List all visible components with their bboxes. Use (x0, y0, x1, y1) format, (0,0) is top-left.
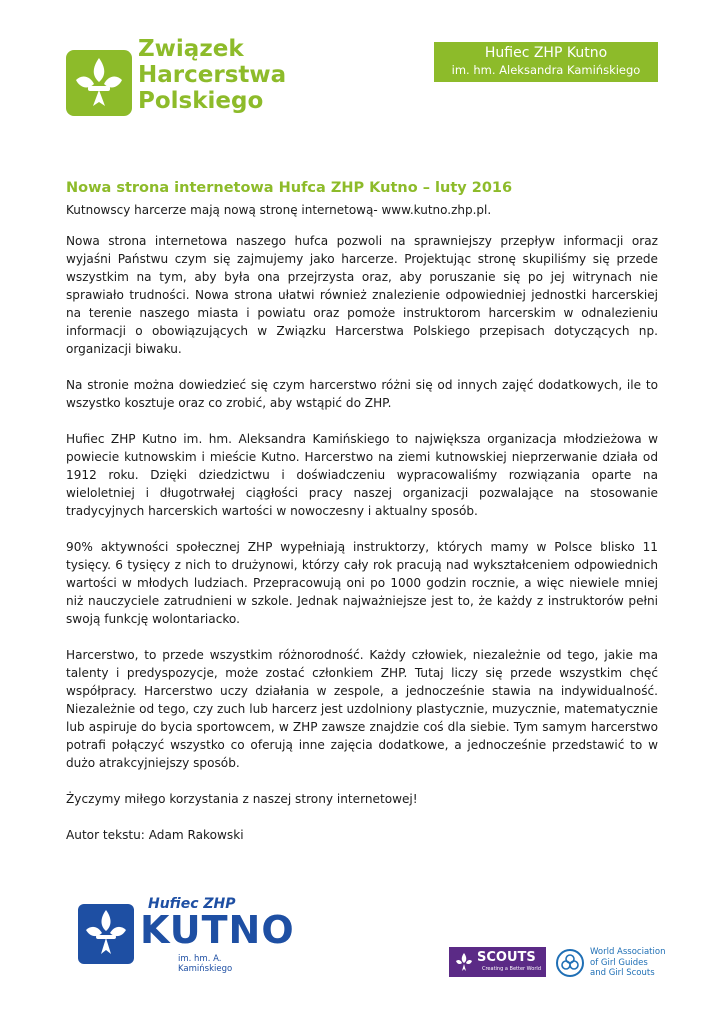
header-banner (434, 42, 658, 82)
logo-line: Polskiego (138, 88, 264, 114)
article-body (66, 232, 658, 862)
scouts-tagline: Creating a Better World (482, 966, 541, 972)
paragraph: Na stronie można dowiedzieć się czym harcerstwo różni się od innych zajęć dodatkowych, ile to wszystko kosztuje oraz co zrobić, aby wstąpić do ZHP. (66, 378, 658, 410)
banner-title: Hufiec ZHP Kutno (484, 45, 608, 61)
article-title: Nowa strona internetowa Hufca ZHP Kutno – luty 2016 (66, 180, 513, 196)
banner-subtitle: im. hm. Aleksandra Kamińskiego (451, 63, 641, 77)
paragraph: Hufiec ZHP Kutno im. hm. Aleksandra Kamińskiego to największa organizacja młodzieżowa w powiecie kutnowskim i mieście Kutno. Harcerstwo na ziemi kutnowskiej nieprzerwanie działa od 1912 roku. Dzięki dziedzictwu i doświadczeniu wypracowaliśmy rozwiązania oparte na wieloletniej i długotrwałej ciągłości pracy naszej organizacji pozwalające na stosowanie tradycyjnych harcerskich wartości w nowoczesny i aktualny sposób. (66, 432, 658, 518)
trefoil-icon (556, 949, 584, 977)
kutno-logo-line3: im. hm. A. Kamińskiego (178, 954, 233, 974)
kutno-logo-line1: Hufiec ZHP (148, 896, 236, 912)
paragraph: Życzymy miłego korzystania z naszej strony internetowej! (66, 792, 418, 806)
wagggs-line: World Association (590, 947, 666, 957)
wagggs-line: and Girl Scouts (590, 968, 655, 978)
logo-line: Związek (138, 36, 244, 62)
zhp-lily-icon (66, 50, 132, 116)
wagggs-line: of Girl Guides (590, 957, 648, 968)
scouts-logo (449, 947, 546, 977)
paragraph: 90% aktywności społecznej ZHP wypełniają instruktorzy, których mamy w Polsce blisko 11 tysięcy. 6 tysięcy z nich to drużynowi, którzy cały rok pracują nad wykształceniem odpowiednich wartości w młodych ludziach. Przepracowują oni po 1000 godzin rocznie, a więc niewiele mniej niż nauczyciele zatrudnieni w szkole. Jednak najważniejsze jest to, że każdy z instruktorów pełni swoją funkcję wolontariacko. (66, 540, 658, 626)
zhp-logo-wordmark (138, 36, 286, 114)
hufiec-kutno-logo (78, 896, 295, 974)
logo-line: Harcerstwa (138, 62, 287, 88)
paragraph: Nowa strona internetowa naszego hufca pozwoli na sprawniejszy przepływ informacji oraz wyjaśni Państwu czym się zajmujemy jako harcerze. Projektując stronę skupiliśmy się przede wszystkim na tym, aby była ona przejrzysta oraz, aby poruszanie się po jej witrynach nie sprawiało trudności. Nowa strona ułatwi również znalezienie odpowiedniej jednostki harcerskiej na terenie naszego miasta i powiatu oraz pomoże instruktorom harcerskim w odnalezieniu informacji o obowiązujących w Związku Harcerstwa Polskiego przepisach dotyczących np. organizacji biwaku. (66, 234, 658, 356)
scouts-emblem-icon (455, 952, 473, 972)
zhp-logo (66, 36, 287, 124)
paragraph: Harcerstwo, to przede wszystkim różnorodność. Każdy człowiek, niezależnie od tego, jakie ma talenty i predyspozycje, może zostać członkiem ZHP. Tutaj liczy się przede wszystkim chęć współpracy. Harcerstwo uczy działania w zespole, a jednocześnie stawia na indywidualność. Niezależnie od tego, czy zuch lub harcerz jest uzdolniony plastycznie, muzycznie, matematycznie lub aspiruje do bycia sportowcem, w ZHP zawsze znajdzie coś dla siebie. Tym samym harcerstwo potrafi połączyć wszystko co oferują inne zajęcia dodatkowe, a jednocześnie przedstawić to w dużo atrakcyjniejszy sposób. (66, 648, 658, 770)
wagggs-logo (556, 947, 666, 979)
wagggs-name (590, 947, 665, 979)
scouts-word: SCOUTS (477, 950, 536, 965)
author-line: Autor tekstu: Adam Rakowski (66, 828, 244, 842)
kutno-lily-icon (78, 904, 134, 964)
article-lead: Kutnowscy harcerze mają nową stronę internetową- www.kutno.zhp.pl. (66, 203, 492, 217)
kutno-logo-line2: KUTNO (140, 908, 295, 952)
